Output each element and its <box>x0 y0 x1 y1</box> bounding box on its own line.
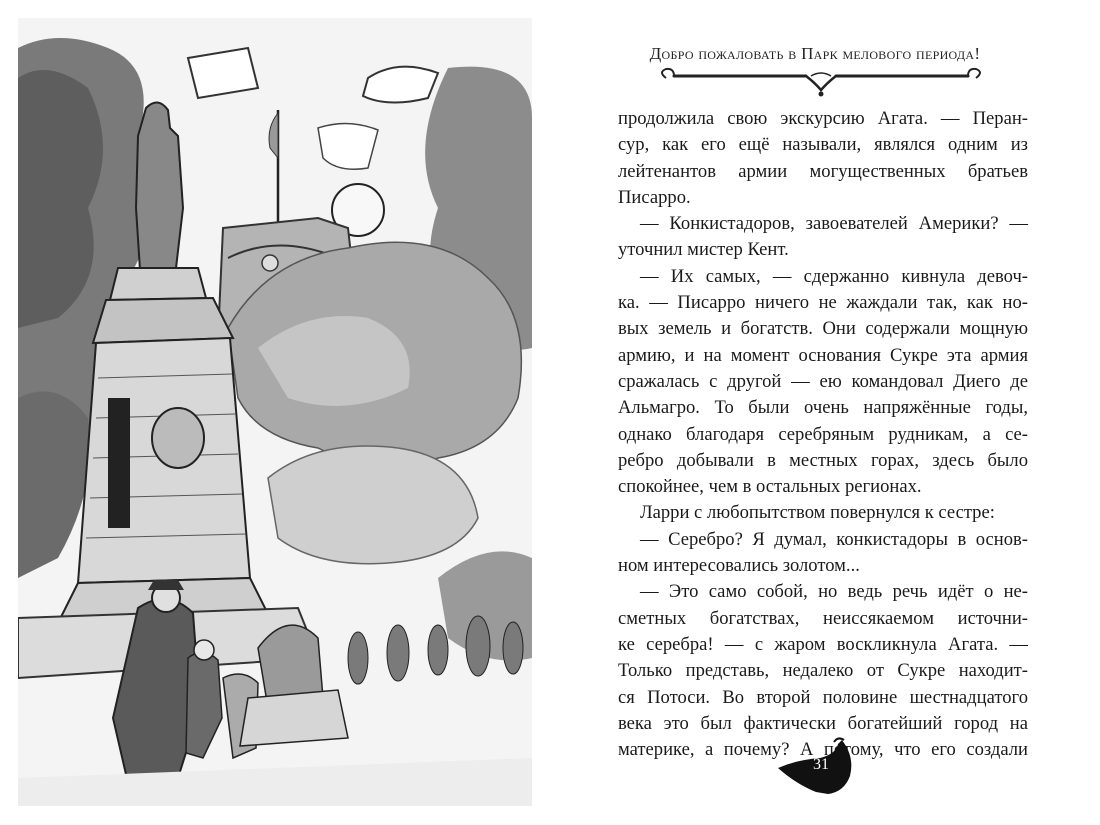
text-line: ка. — Писарро ничего не жаждали так, как но- <box>618 292 1028 314</box>
ornament-divider-icon <box>656 66 986 100</box>
text-page <box>560 0 1100 825</box>
body-text <box>618 106 1028 763</box>
text-line: ном интересовались золотом... <box>618 555 860 577</box>
running-head: Добро пожаловать в Парк мелового периода! <box>649 44 981 63</box>
text-line: — Это само собой, но ведь речь идёт о не- <box>640 581 1028 603</box>
text-line: сметных богатствах, неиссякаемом источни- <box>618 607 1028 629</box>
text-line: армию, и на момент основания Сукре эта армия <box>618 344 1028 366</box>
text-line: материке, а почему? А потому, что его создали <box>618 739 1028 761</box>
text-line: — Серебро? Я думал, конкистадоры в основ- <box>640 528 1028 550</box>
text-line: однако благодаря серебряным рудникам, а се- <box>618 423 1028 445</box>
text-line: продолжила свою экскурсию Агата. — Перан- <box>618 108 1028 129</box>
text-line: уточнил мистер Кент. <box>618 239 789 261</box>
text-line: века это был фактически богатейший город на <box>618 712 1028 734</box>
text-line: Писарро. <box>618 186 691 208</box>
text-line: — Конкистадоров, завоевателей Америки? — <box>640 213 1028 235</box>
text-line: ке серебра! — с жаром воскликнула Агата. — <box>618 633 1028 655</box>
text-line: ребро добывали в местных горах, здесь было <box>618 449 1028 471</box>
text-line: спокойнее, чем в остальных регионах. <box>618 476 922 498</box>
page-number: 31 <box>813 756 829 773</box>
text-line: ся Потоси. Во второй половине шестнадцатого <box>618 686 1028 708</box>
text-line: сражалась с другой — ею командовал Диего де <box>618 370 1028 392</box>
text-line: — Их самых, — сдержанно кивнула девоч- <box>640 265 1028 287</box>
plaza-statue-illustration <box>18 18 532 806</box>
text-line: Альмагро. То были очень напряжённые годы, <box>618 397 1028 419</box>
text-line: Только представь, недалеко от Сукре находит- <box>618 660 1028 682</box>
text-line: вых земель и богатств. Они содержали мощную <box>618 318 1028 340</box>
text-line: Ларри с любопытством повернулся к сестре: <box>640 502 995 524</box>
text-line: сур, как его ещё называли, являлся одним из <box>618 134 1028 156</box>
illustration-drawing <box>18 18 532 806</box>
text-line: лейтенантов армии могущественных братьев <box>618 160 1028 182</box>
